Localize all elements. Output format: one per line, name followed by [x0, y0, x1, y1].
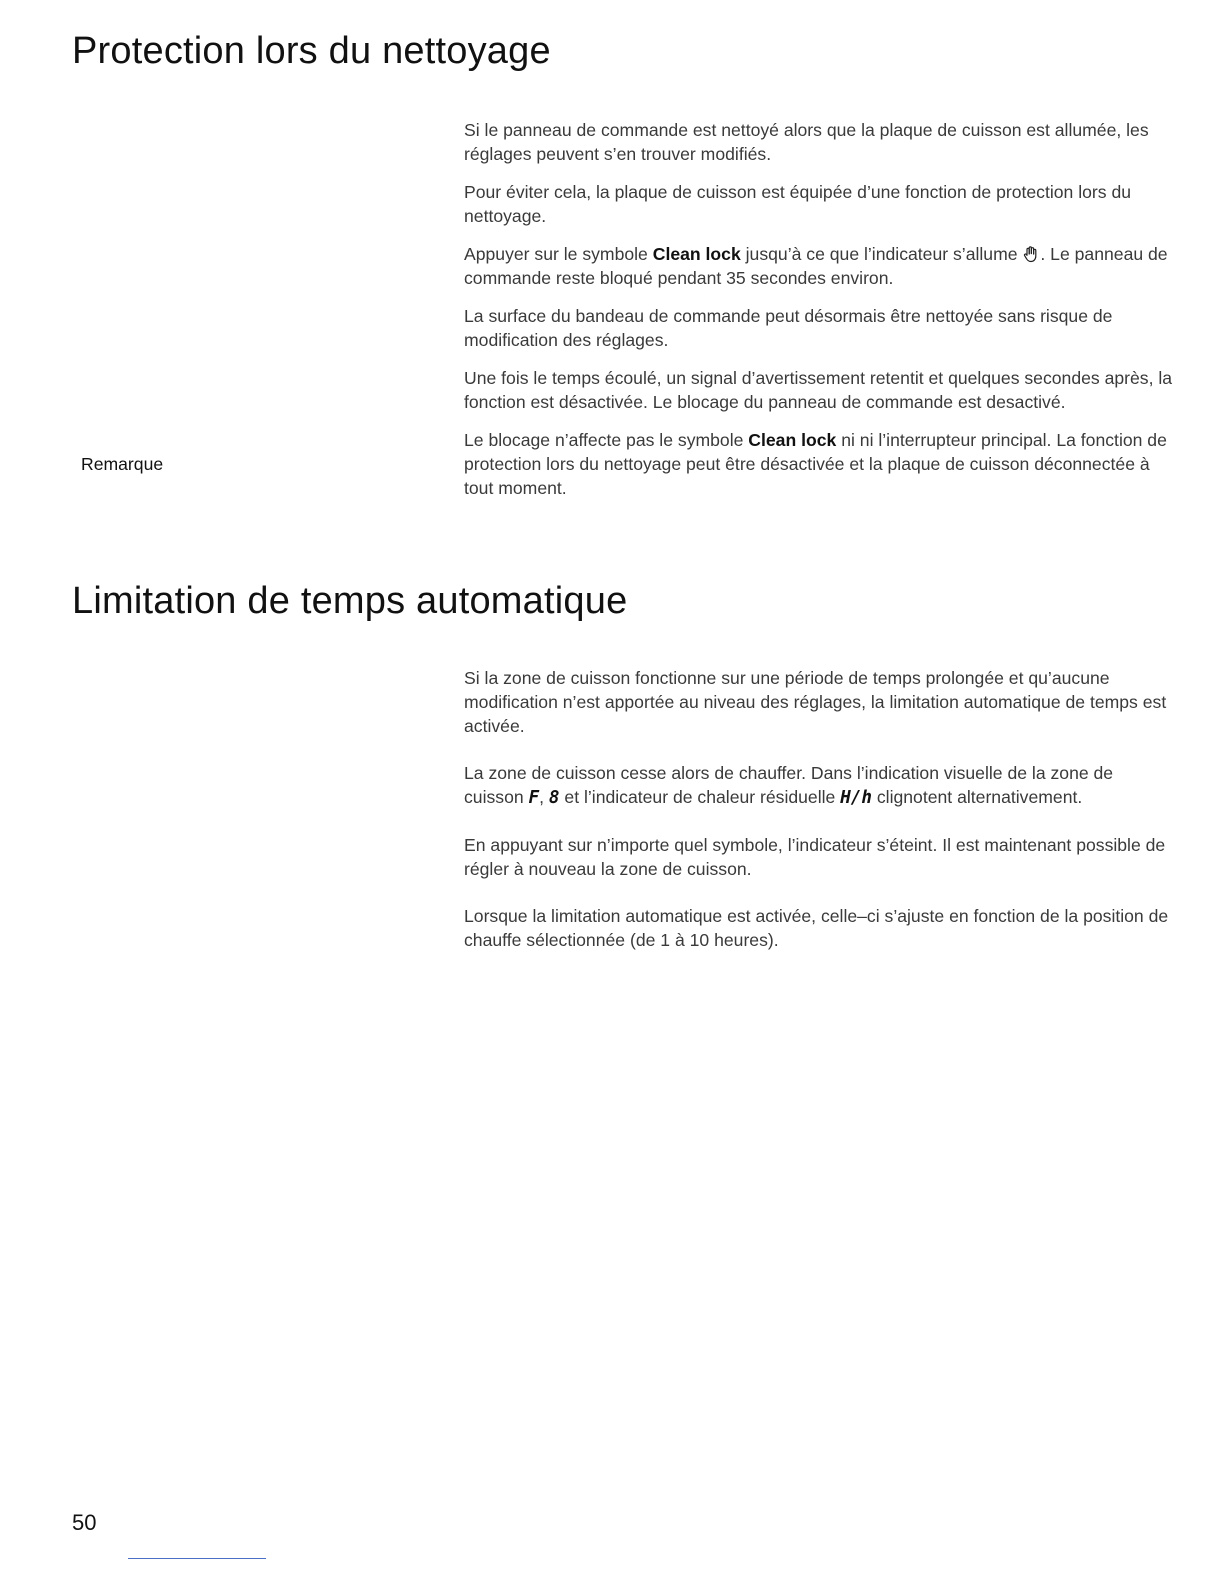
paragraph: La surface du bandeau de commande peut désormais être nettoyée sans risque de modification des réglages. — [464, 306, 1113, 350]
paragraph-clean-lock — [464, 242, 1176, 290]
cleaning-protection-body — [464, 118, 1176, 514]
note-paragraph — [464, 428, 1176, 500]
display-symbol-residual-heat: H/h — [840, 788, 872, 808]
display-symbol-f: F — [528, 788, 540, 808]
paragraph: Si la zone de cuisson fonctionne sur une période de temps prolongée et qu’aucune modification n’est apportée au niveau des réglages, la limitation automatique de temps est activée. — [464, 668, 1167, 736]
text-run: Appuyer sur le symbole — [464, 244, 653, 264]
section-heading-cleaning-protection: Protection lors du nettoyage — [72, 30, 551, 72]
hand-lock-icon — [1023, 245, 1039, 263]
text-run: , — [539, 787, 549, 807]
paragraph: Lorsque la limitation automatique est activée, celle–ci s’ajuste en fonction de la position de chauffe sélectionnée (de 1 à 10 heures). — [464, 906, 1169, 950]
note-label: Remarque — [81, 454, 164, 474]
text-run: et l’indicateur de chaleur résiduelle — [559, 787, 841, 807]
page-number: 50 — [72, 1510, 97, 1535]
paragraph: Pour éviter cela, la plaque de cuisson est équipée d’une fonction de protection lors du nettoyage. — [464, 182, 1132, 226]
paragraph: Une fois le temps écoulé, un signal d’avertissement retentit et quelques secondes après, la fonction est désactivée. Le blocage du panneau de commande est desactivé. — [464, 368, 1173, 412]
paragraph: Si le panneau de commande est nettoyé alors que la plaque de cuisson est allumée, les réglages peuvent s’en trouver modifiés. — [464, 120, 1149, 164]
display-symbol-8: 8 — [548, 788, 560, 808]
text-run: La zone de cuisson cesse alors de chauffer. Dans l’indication visuelle de la zone de cuisson — [464, 763, 1114, 807]
paragraph: En appuyant sur n’importe quel symbole, l’indicateur s’éteint. Il est maintenant possible de régler à nouveau la zone de cuisson. — [464, 835, 1166, 879]
section-heading-time-limit: Limitation de temps automatique — [72, 580, 628, 622]
text-run: . Le panneau de commande reste bloqué pendant 35 secondes environ. — [464, 244, 1168, 288]
text-run: Le blocage n’affecte pas le symbole — [464, 430, 749, 450]
paragraph-display-symbols — [464, 761, 1176, 810]
clean-lock-label: Clean lock — [748, 430, 837, 450]
footer-rule — [128, 1558, 266, 1559]
text-run: clignotent alternativement. — [871, 787, 1083, 807]
clean-lock-label: Clean lock — [652, 244, 741, 264]
time-limit-body — [464, 666, 1176, 975]
text-run: jusqu’à ce que l’indicateur s’allume — [740, 244, 1023, 264]
text-run: ni ni l’interrupteur principal. La fonction de protection lors du nettoyage peut être désactivée et la plaque de cuisson déconnectée à tout moment. — [464, 430, 1167, 498]
